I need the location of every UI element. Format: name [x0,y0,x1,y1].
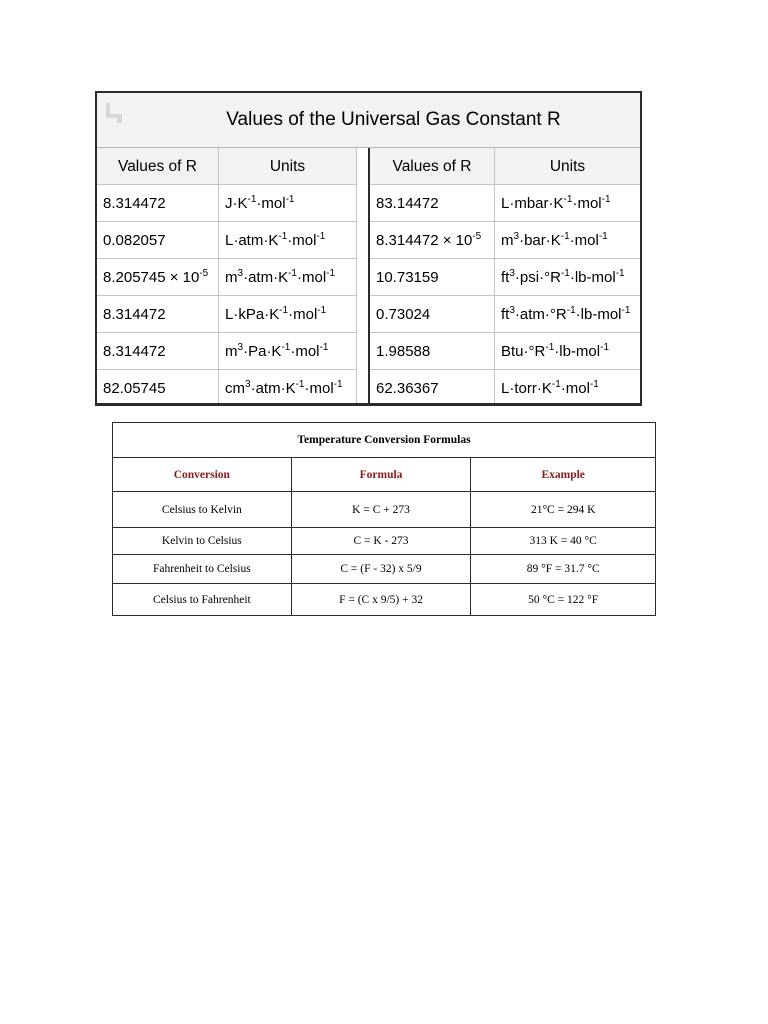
unit-token: ft [501,306,510,323]
unit-token: bar [524,232,546,249]
unit-exponent: -1 [279,305,289,316]
unit-dot: · [297,269,302,286]
value-cell [370,222,494,259]
formula-header: Formula [291,458,471,492]
unit-exponent: -1 [295,379,305,390]
units-header: Units [495,148,640,185]
unit-token: ft [501,269,510,286]
units-cell [495,296,640,333]
unit-exponent: -1 [560,231,570,242]
exponent: -5 [199,268,209,279]
unit-dot: · [514,306,520,323]
conversion-header: Conversion [113,458,292,492]
unit-token: K [285,380,296,397]
example-cell: 313 K = 40 °C [471,528,656,555]
units-cell [219,259,356,296]
unit-exponent: -1 [319,342,329,353]
value-cell: 62.36367 [376,380,439,397]
unit-exponent: -1 [566,305,576,316]
value-cell: 10.73159 [370,259,494,296]
unit-token: K [237,195,248,212]
gas-table-title-text: Values of the Universal Gas Constant R [226,109,561,130]
unit-token: °R [528,343,546,360]
unit-token: K [550,232,561,249]
unit-dot: · [509,380,515,397]
unit-token: K [268,232,279,249]
unit-token: L [501,195,510,212]
value-cell: 0.082057 [97,222,218,259]
units-cell [495,333,640,370]
unit-token: lb-mol [580,306,622,323]
unit-dot: · [544,306,550,323]
conversion-cell: Celsius to Fahrenheit [113,584,292,616]
unit-dot: · [536,380,542,397]
unit-exponent: -1 [551,379,561,390]
unit-exponent: -1 [278,231,288,242]
unit-token: mol [302,269,327,286]
unit-dot: · [509,195,515,212]
units-cell [495,222,640,259]
unit-exponent: 3 [513,231,520,242]
unit-token: mbar [514,195,549,212]
unit-dot: · [287,232,293,249]
unit-token: psi [519,269,540,286]
unit-dot: · [572,195,578,212]
units-cell [495,259,640,296]
value-cell: 82.05745 [103,380,166,397]
unit-exponent: 3 [509,268,515,279]
unit-dot: · [256,195,262,212]
unit-dot: · [232,195,238,212]
unit-dot: · [554,343,560,360]
right-values-column [370,148,494,403]
value-text: 8.314472 × 10 [376,232,473,249]
value-cell: 8.314472 [97,296,218,333]
unit-dot: · [233,232,239,249]
unit-token: J [225,195,233,212]
units-header: Units [219,148,356,185]
unit-dot: · [243,269,249,286]
units-cell [219,333,356,370]
unit-exponent: -1 [317,305,327,316]
unit-token: m [225,269,238,286]
unit-dot: · [575,306,581,323]
unit-exponent: -1 [545,342,555,353]
unit-token: mol [309,380,334,397]
unit-token: °R [549,306,567,323]
formula-cell: C = (F - 32) x 5/9 [291,555,471,584]
unit-dot: · [569,232,575,249]
value-cell: 8.314472 [97,185,218,222]
unit-exponent: -1 [563,194,573,205]
unit-token: K [271,343,282,360]
unit-token: L [501,380,510,397]
left-units-column [219,148,356,403]
unit-dot: · [519,232,525,249]
unit-dot: · [560,380,566,397]
unit-dot: · [569,269,575,286]
units-cell [219,370,356,407]
example-cell: 50 °C = 122 °F [471,584,656,616]
unit-dot: · [290,343,296,360]
unit-token: cm [225,380,245,397]
unit-exponent: 3 [237,268,244,279]
unit-exponent: -1 [589,379,599,390]
temperature-conversion-table [112,422,656,616]
unit-exponent: -1 [316,231,326,242]
units-cell [219,222,356,259]
unit-exponent: -1 [281,342,291,353]
units-cell [495,185,640,222]
example-header: Example [471,458,656,492]
value-cell: 83.14472 [370,185,494,222]
unit-dot: · [250,380,256,397]
unit-token: m [501,232,514,249]
values-header: Values of R [370,148,494,185]
unit-exponent: -1 [600,342,610,353]
unit-dot: · [548,195,554,212]
unit-dot: · [523,343,529,360]
values-header: Values of R [97,148,218,185]
exponent: -5 [472,231,482,242]
unit-exponent: 3 [237,342,244,353]
unit-token: Btu [501,343,524,360]
example-cell: 21°C = 294 K [471,492,656,528]
left-values-column [97,148,218,403]
table-row [113,528,656,555]
unit-token: atm [238,232,264,249]
unit-token: atm [248,269,274,286]
unit-dot: · [243,343,249,360]
value-cell: 8.314472 [97,333,218,370]
unit-exponent: -1 [285,194,295,205]
unit-token: atm [255,380,281,397]
unit-exponent: -1 [333,379,343,390]
unit-token: mol [292,232,317,249]
unit-token: atm [519,306,545,323]
gas-constant-table [95,91,642,406]
unit-dot: · [280,380,286,397]
unit-token: mol [574,232,599,249]
value-cell: 0.73024 [370,296,494,333]
unit-exponent: -1 [621,305,631,316]
unit-token: kPa [238,306,265,323]
unit-token: K [553,195,564,212]
unit-dot: · [266,343,272,360]
unit-dot: · [263,232,269,249]
unit-token: mol [293,306,318,323]
formula-cell: F = (C x 9/5) + 32 [291,584,471,616]
conversion-cell: Kelvin to Celsius [113,528,292,555]
unit-token: m [225,343,238,360]
temp-table-title: Temperature Conversion Formulas [113,423,656,458]
unit-dot: · [233,306,239,323]
unit-exponent: -1 [247,194,257,205]
unit-exponent: -1 [288,268,297,279]
unit-exponent: -1 [601,194,611,205]
right-units-column [495,148,640,403]
unit-exponent: -1 [598,231,608,242]
unit-dot: · [545,232,551,249]
units-cell [219,185,356,222]
units-cell [219,296,356,333]
unit-dot: · [539,269,545,286]
unit-token: lb-mol [574,269,616,286]
unit-exponent: 3 [245,379,251,390]
unit-token: Pa [248,343,267,360]
formula-cell: K = C + 273 [291,492,471,528]
gas-table-title [97,109,640,131]
unit-exponent: -1 [615,268,625,279]
unit-token: torr [514,380,537,397]
unit-token: mol [295,343,320,360]
unit-token: K [278,269,289,286]
conversion-cell: Celsius to Kelvin [113,492,292,528]
formula-cell: C = K - 273 [291,528,471,555]
unit-exponent: -1 [560,268,570,279]
table-row [113,555,656,584]
unit-token: K [541,380,552,397]
unit-token: lb-mol [559,343,601,360]
table-split-divider [356,148,370,403]
unit-token: mol [261,195,286,212]
unit-token: L [225,306,234,323]
unit-token: K [269,306,280,323]
conversion-cell: Fahrenheit to Celsius [113,555,292,584]
example-cell: 89 °F = 31.7 °C [471,555,656,584]
unit-token: mol [565,380,590,397]
unit-dot: · [264,306,270,323]
gas-table-title-row [97,93,640,148]
unit-dot: · [514,269,520,286]
unit-token: °R [544,269,561,286]
table-row [113,492,656,528]
value-cell: 1.98588 [370,333,494,370]
unit-exponent: 3 [509,305,515,316]
unit-dot: · [288,306,294,323]
unit-exponent: -1 [326,268,336,279]
unit-token: mol [577,195,602,212]
units-cell [495,370,640,407]
table-row [113,584,656,616]
value-text: 8.205745 × 10 [103,269,200,286]
unit-token: L [225,232,234,249]
value-cell [97,259,218,296]
unit-dot: · [304,380,310,397]
unit-dot: · [273,269,279,286]
